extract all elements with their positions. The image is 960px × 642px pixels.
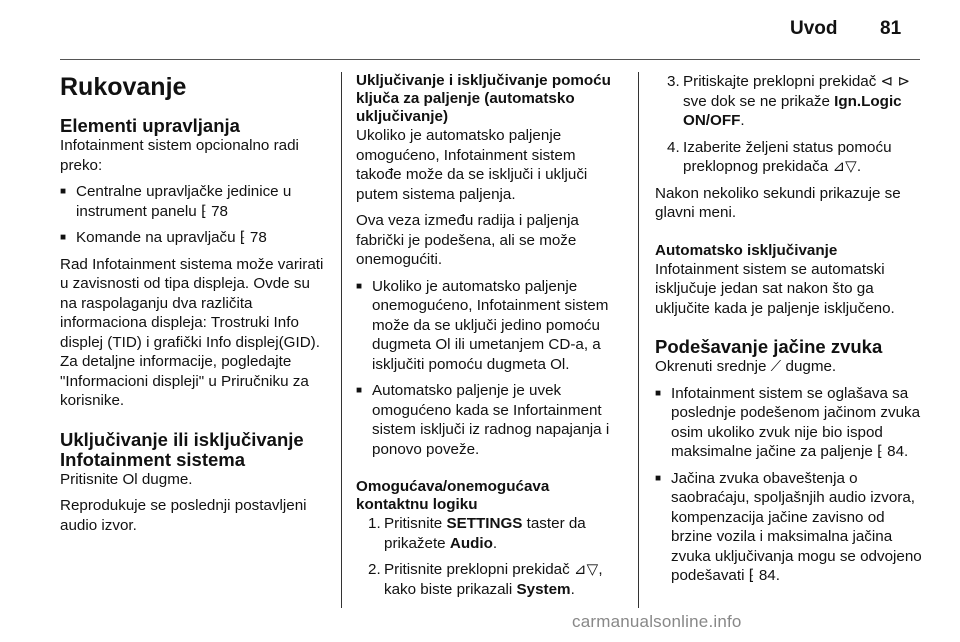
numbered-step: 1. Pritisnite SETTINGS taster da prikažete Audio. — [368, 515, 586, 552]
column-2 — [356, 72, 624, 606]
section-title: Rukovanje — [60, 73, 187, 101]
subheading: Uključivanje i isključivanje pomoću ključa za paljenje (automatsko uključivanje) — [356, 72, 611, 125]
paragraph: Ova veza između radija i paljenja fabrički je podešena, ali se može onemogućiti. — [356, 212, 579, 268]
paragraph: Okrenuti srednje ⟋ dugme. — [655, 358, 837, 375]
subheading: Automatsko isključivanje — [655, 241, 838, 259]
paragraph: Infotainment sistem opcionalno radi preko: — [60, 137, 299, 174]
watermark-footer: carmanualsonline.info — [572, 612, 742, 631]
column-3 — [655, 72, 927, 593]
numbered-step: 3. Pritiskajte preklopni prekidač ⊲ ⊳ sve dok se ne prikaže Ign.Logic ON/OFF. — [667, 73, 911, 129]
bullet-item: ■ Centralne upravljačke jedinice u instrument panelu ⁅ 78 — [60, 182, 328, 221]
bullet-item: ■ Jačina zvuka obaveštenja o saobraćaju, spoljašnjih audio izvora, kompenzacija jačine zavisno od brzine vozila i maksimalna jačina zvuka uključivanja mogu se odvojeno podešavati ⁅ 84. — [655, 469, 927, 586]
subsection-title: Elementi upravljanja — [60, 115, 240, 136]
bullet-item: ■ Infotainment sistem se oglašava sa poslednje podešenom jačinom zvuka osim ukoliko zvuk nije bio ispod maksimalne jačine za paljenje ⁅ 84. — [655, 384, 927, 462]
subsection-title: Podešavanje jačine zvuka — [655, 336, 883, 357]
bullet-item: ■ Automatsko paljenje je uvek omogućeno kada se Infortainment sistem isključi iz radnog napajanja i ponovo poveže. — [356, 381, 624, 459]
bullet-item: ■ Ukoliko je automatsko paljenje onemogućeno, Infotainment sistem može da se uključi jedino pomoću dugmeta Ol ili umetanjem CD-a, a isključiti pomoću dugmeta Ol. — [356, 277, 624, 375]
column-1 — [60, 72, 328, 542]
subheading: Omogućava/onemogućava kontaktnu logiku — [356, 478, 550, 513]
numbered-step: 4. Izaberite željeni status pomoću preklopnog prekidača ⊿▽. — [667, 138, 892, 175]
bullet-item: ■ Komande na upravljaču ⁅ 78 — [60, 228, 328, 248]
paragraph: Infotainment sistem se automatski isključuje jedan sat nakon što ga uključite kada je paljenje isključeno. — [655, 260, 895, 317]
column-divider — [638, 72, 639, 608]
subsection-title: Uključivanje ili isključivanje Infotainment sistema — [60, 428, 304, 470]
paragraph: Reprodukuje se poslednji postavljeni audio izvor. — [60, 497, 307, 534]
paragraph: Pritisnite Ol dugme. — [60, 470, 193, 488]
paragraph: Nakon nekoliko sekundi prikazuje se glavni meni. — [655, 184, 901, 221]
header-rule — [60, 59, 920, 60]
page-number: 81 — [880, 18, 902, 39]
column-divider — [341, 72, 342, 608]
paragraph: Rad Infotainment sistema može varirati u zavisnosti od tipa displeja. Ovde su na raspolaganju dva različita informaciona displeja: Trostruki Info displej (TID) i grafički Info displej(GID). Za detaljne informacije, pogledajte "Informacioni displeji" u Priručniku za korisnike. — [60, 255, 324, 409]
paragraph: Ukoliko je automatsko paljenje omogućeno, Infotainment sistem takođe može da se isključi i uključi putem sistema paljenja. — [356, 127, 588, 203]
page-header-title: Uvod — [790, 18, 838, 39]
numbered-step: 2. Pritisnite preklopni prekidač ⊿▽, kako biste prikazali System. — [368, 561, 603, 598]
